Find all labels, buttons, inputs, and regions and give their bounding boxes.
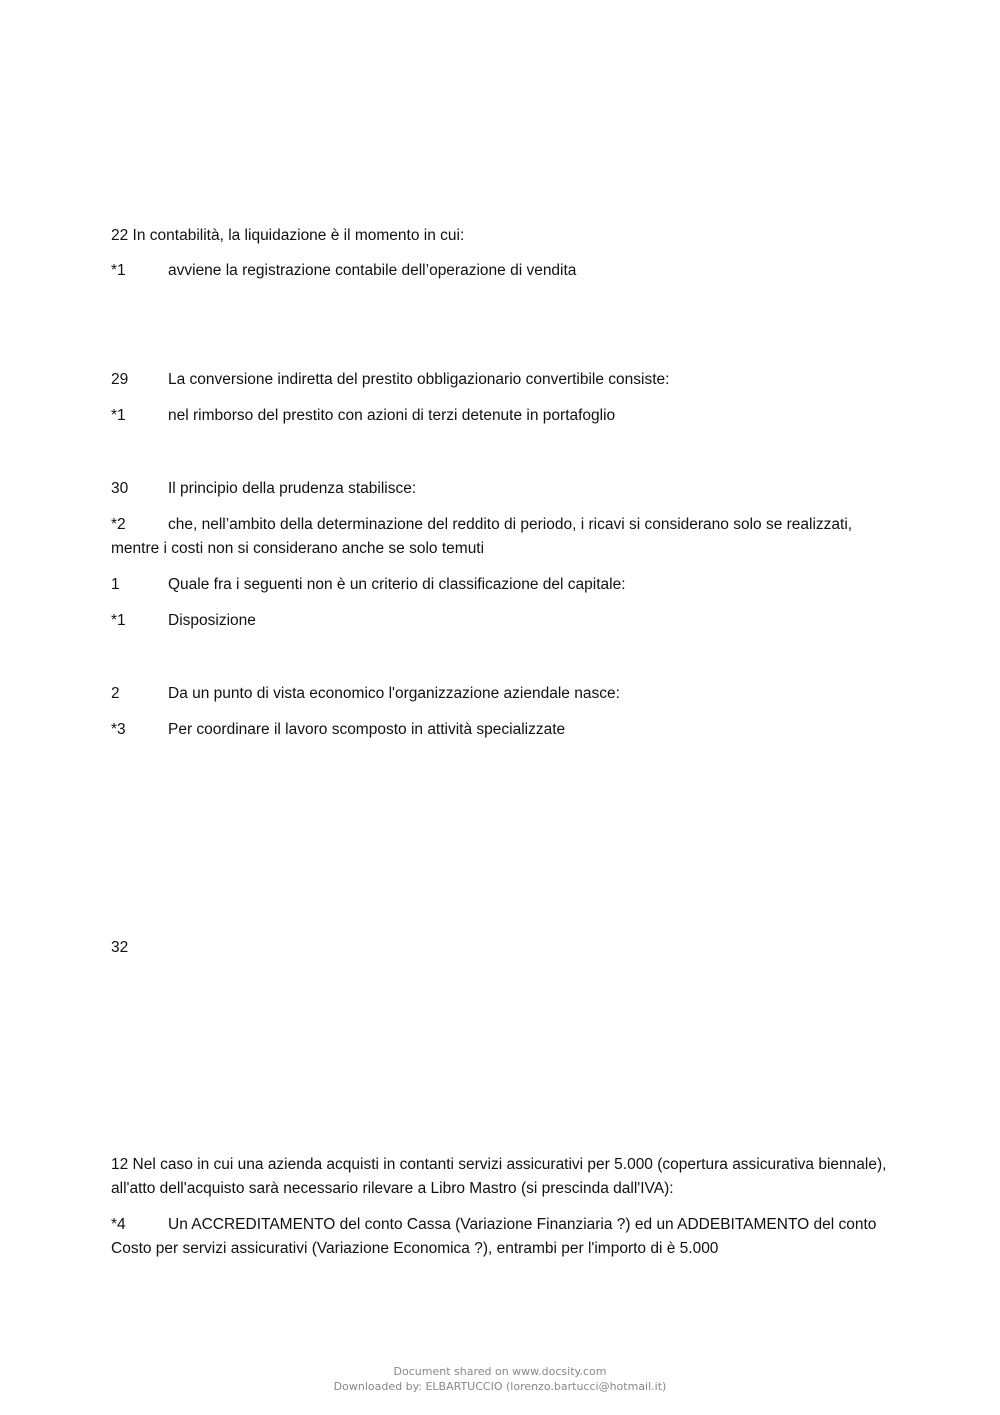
answer-12: [111, 1213, 901, 1261]
question-number: 32: [111, 939, 129, 956]
footer-downloaded: Downloaded by: ELBARTUCCIO (lorenzo.bartucci@hotmail.it): [333, 1380, 667, 1393]
answer-29: [111, 404, 901, 428]
question-text: 22 In contabilità, la liquidazione è il momento in cui:: [111, 227, 465, 244]
question-number: 29: [111, 371, 129, 388]
footer-shared: Document shared on www.docsity.com: [393, 1365, 607, 1378]
question-30: [111, 477, 901, 501]
answer-number: *1: [111, 612, 126, 629]
answer-1: [111, 609, 901, 633]
answer-number: *1: [111, 407, 126, 424]
answer-number: *3: [111, 721, 126, 738]
answer-text: Disposizione: [168, 612, 256, 629]
question-text: Da un punto di vista economico l'organizzazione aziendale nasce:: [168, 685, 620, 702]
question-22: [111, 224, 901, 248]
question-text: Quale fra i seguenti non è un criterio di classificazione del capitale:: [168, 576, 626, 593]
question-text: 12 Nel caso in cui una azienda acquisti in contanti servizi assicurativi per 5.000 (copertura assicurativa biennale), all'atto dell'acquisto sarà necessario rilevare a Libro Mastro (si prescinda dall'IVA):: [111, 1156, 887, 1197]
question-32: [111, 936, 901, 960]
question-29: [111, 368, 901, 392]
question-2: [111, 682, 901, 706]
question-number: 2: [111, 685, 120, 702]
question-text: Il principio della prudenza stabilisce:: [168, 480, 417, 497]
question-12: [111, 1153, 901, 1201]
answer-22: [111, 259, 901, 283]
question-1: [111, 573, 901, 597]
answer-2: [111, 718, 901, 742]
answer-number: *4: [111, 1216, 126, 1233]
answer-30: [111, 513, 901, 561]
answer-text: nel rimborso del prestito con azioni di terzi detenute in portafoglio: [168, 407, 616, 424]
answer-text: avviene la registrazione contabile dell’operazione di vendita: [168, 262, 577, 279]
answer-number: *2: [111, 516, 126, 533]
answer-number: *1: [111, 262, 126, 279]
question-text: La conversione indiretta del prestito obbligazionario convertibile consiste:: [168, 371, 670, 388]
question-number: 30: [111, 480, 129, 497]
answer-text: Per coordinare il lavoro scomposto in attività specializzate: [168, 721, 566, 738]
answer-text: che, nell’ambito della determinazione del reddito di periodo, i ricavi si considerano solo se realizzati, mentre i costi non si considerano anche se solo temuti: [111, 516, 853, 557]
answer-text: Un ACCREDITAMENTO del conto Cassa (Variazione Finanziaria ?) ed un ADDEBITAMENTO del conto Costo per servizi assicurativi (Variazione Economica ?), entrambi per l'importo di è 5.000: [111, 1216, 877, 1257]
question-number: 1: [111, 576, 120, 593]
